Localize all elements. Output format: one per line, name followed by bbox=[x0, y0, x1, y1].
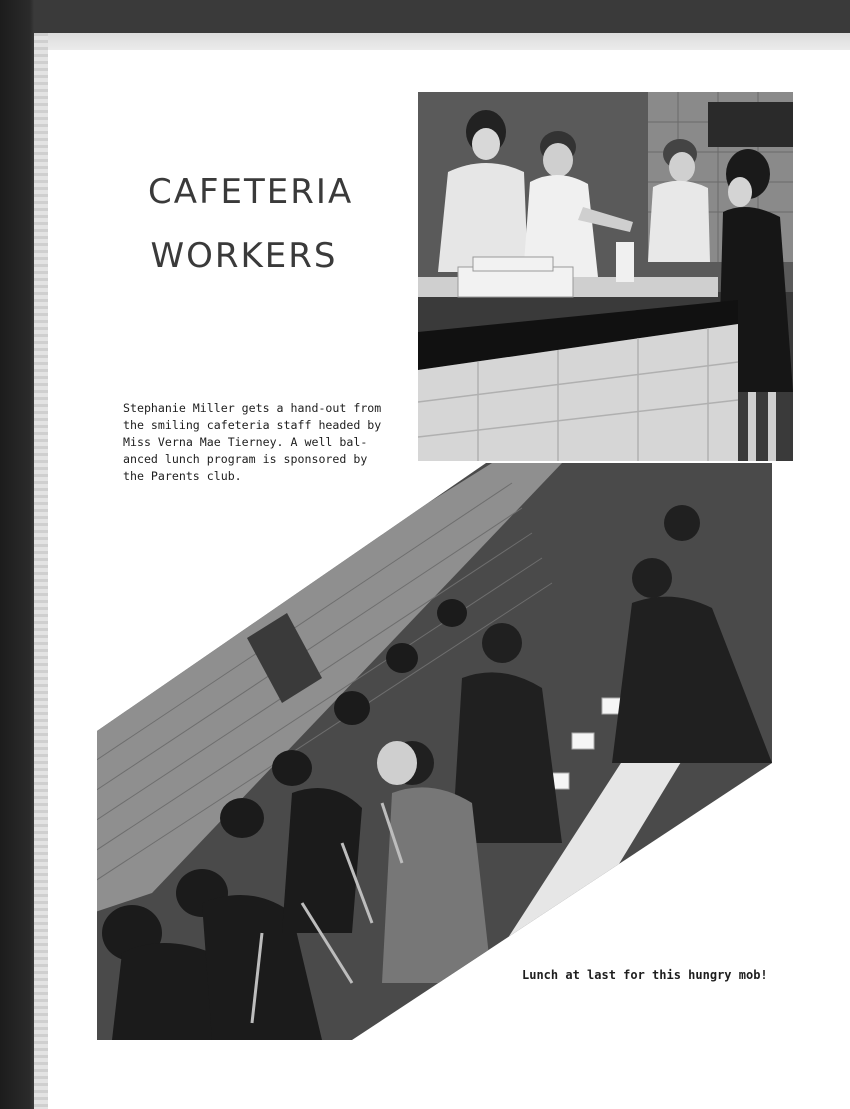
bottom-photo-caption: Lunch at last for this hungry mob! bbox=[522, 968, 768, 982]
cafeteria-counter-photo bbox=[418, 92, 793, 461]
title-line-2: WORKERS bbox=[150, 236, 338, 276]
lunch-room-photo bbox=[92, 463, 772, 1040]
page-binding-edge bbox=[34, 33, 48, 1109]
title-line-1: CAFETERIA bbox=[148, 172, 354, 212]
page-title bbox=[148, 160, 354, 288]
top-photo-caption: Stephanie Miller gets a hand-out from the smiling cafeteria staff headed by Miss Verna Mae Tierney. A well bal- anced lunch program is sponsored by the Parents club. bbox=[123, 401, 382, 483]
